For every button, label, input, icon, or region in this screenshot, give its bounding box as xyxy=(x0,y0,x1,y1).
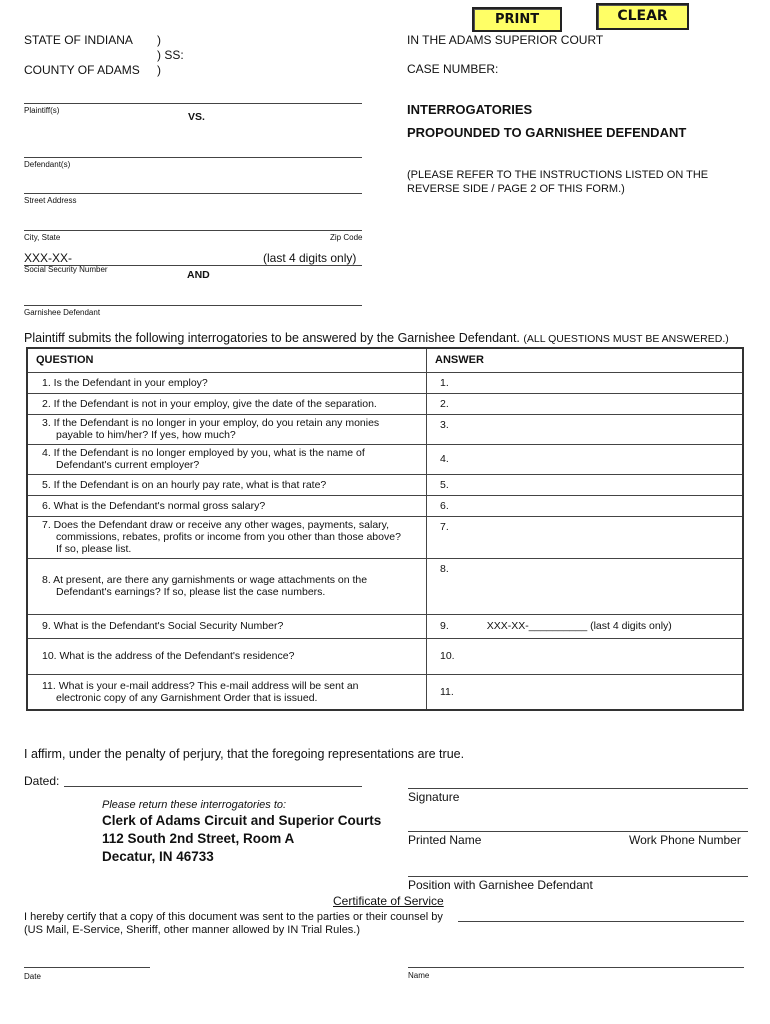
certificate-title: Certificate of Service xyxy=(333,894,444,908)
table-row xyxy=(27,474,743,495)
answer-number: 11. xyxy=(440,685,454,698)
question-text: Defendant's current employer? xyxy=(56,459,200,471)
certificate-name-line xyxy=(408,967,744,968)
question-text: 2. If the Defendant is not in your employ, give the date of the separation. xyxy=(42,397,377,410)
court-name: IN THE ADAMS SUPERIOR COURT xyxy=(407,33,604,47)
vs-label: VS. xyxy=(188,111,205,123)
question-text: payable to him/her? If yes, how much? xyxy=(56,429,236,441)
city-state-label: City, State xyxy=(24,233,61,242)
plaintiff-line xyxy=(24,103,362,104)
printed-name-label: Printed Name xyxy=(408,833,482,847)
work-phone-label: Work Phone Number xyxy=(629,833,741,847)
city-line xyxy=(24,230,362,231)
answer-cell[interactable] xyxy=(427,516,744,558)
question-text: 7. Does the Defendant draw or receive any other wages, payments, salary, xyxy=(42,519,390,531)
answer-cell[interactable] xyxy=(427,393,744,414)
answer-number: 7. xyxy=(440,520,449,533)
answer-cell[interactable] xyxy=(427,614,744,638)
question-text: 1. Is the Defendant in your employ? xyxy=(42,376,208,389)
answer-cell[interactable] xyxy=(427,372,744,393)
answer-cell[interactable] xyxy=(427,414,744,444)
position-field[interactable] xyxy=(408,859,752,877)
question-cell xyxy=(27,474,427,495)
table-row xyxy=(27,516,743,558)
defendant-field[interactable] xyxy=(24,140,366,158)
answer-number: 6. xyxy=(440,499,449,512)
ssn-answer-text: XXX-XX-__________ (last 4 digits only) xyxy=(486,620,672,632)
question-cell xyxy=(27,638,427,674)
question-text: 6. What is the Defendant's normal gross salary? xyxy=(42,499,266,512)
intro-main: Plaintiff submits the following interrogatories to be answered by the Garnishee Defendant. xyxy=(24,331,520,345)
table-row xyxy=(27,414,743,444)
question-text: If so, please list. xyxy=(56,543,132,555)
clerk-city: Decatur, IN 46733 xyxy=(102,849,214,864)
ssn-label: Social Security Number xyxy=(24,265,108,274)
signature-label: Signature xyxy=(408,790,460,804)
dated-label: Dated: xyxy=(24,774,60,788)
ssn-prefix: XXX-XX- xyxy=(24,251,73,265)
ss-label: ) SS: xyxy=(157,48,184,62)
certificate-note: (US Mail, E-Service, Sheriff, other manner allowed by IN Trial Rules.) xyxy=(24,924,361,936)
signature-line xyxy=(408,788,748,789)
answer-cell[interactable] xyxy=(427,474,744,495)
caption-paren: ) xyxy=(157,63,161,77)
table-row xyxy=(27,614,743,638)
question-cell xyxy=(27,674,427,710)
and-label: AND xyxy=(187,269,210,281)
interrogatories-title: INTERROGATORIES xyxy=(407,102,533,117)
plaintiff-label: Plaintiff(s) xyxy=(24,106,60,115)
question-cell xyxy=(27,414,427,444)
intro-note: (ALL QUESTIONS MUST BE ANSWERED.) xyxy=(523,333,729,345)
position-label: Position with Garnishee Defendant xyxy=(408,878,593,892)
position-line xyxy=(408,876,748,877)
county-label: COUNTY OF ADAMS xyxy=(24,63,140,77)
answer-number: 8. xyxy=(440,562,449,575)
dated-line xyxy=(64,786,362,787)
case-number-field[interactable] xyxy=(505,58,749,78)
affirmation: I affirm, under the penalty of perjury, that the foregoing representations are true. xyxy=(24,747,465,761)
street-address-label: Street Address xyxy=(24,196,77,205)
zip-code-label: Zip Code xyxy=(330,233,363,242)
certificate-date-field[interactable] xyxy=(24,952,154,968)
caption-paren: ) xyxy=(157,33,161,47)
question-cell xyxy=(27,516,427,558)
answer-cell[interactable] xyxy=(427,674,744,710)
clerk-address: 112 South 2nd Street, Room A xyxy=(102,831,295,846)
question-text: electronic copy of any Garnishment Order that is issued. xyxy=(56,691,318,704)
interrogatory-table xyxy=(26,347,744,711)
ssn-note: (last 4 digits only) xyxy=(263,251,357,265)
question-text: 9. What is the Defendant's Social Security Number? xyxy=(42,620,284,632)
answer-number: 3. xyxy=(440,418,449,431)
clerk-name: Clerk of Adams Circuit and Superior Courts xyxy=(102,813,382,828)
state-label: STATE OF INDIANA xyxy=(24,33,133,47)
question-text: 10. What is the address of the Defendant's residence? xyxy=(42,650,295,662)
certificate-text: I hereby certify that a copy of this document was sent to the parties or their counsel by xyxy=(24,911,443,923)
answer-header: ANSWER xyxy=(427,348,744,372)
table-row xyxy=(27,393,743,414)
garnishee-title: PROPOUNDED TO GARNISHEE DEFENDANT xyxy=(407,125,687,140)
table-row xyxy=(27,372,743,393)
street-line xyxy=(24,193,362,194)
service-method-line xyxy=(458,921,744,922)
question-text: commissions, rebates, profits or income from you other than those above? xyxy=(56,531,401,543)
answer-cell[interactable] xyxy=(427,558,744,614)
answer-number: 2. xyxy=(440,397,449,410)
certificate-name-label: Name xyxy=(408,971,430,980)
answer-number: 5. xyxy=(440,478,449,491)
certificate-name-field[interactable] xyxy=(408,952,748,968)
question-text: 8. At present, are there any garnishments or wage attachments on the xyxy=(42,574,368,586)
garnishee-field[interactable] xyxy=(24,288,366,306)
intro-text xyxy=(24,331,729,345)
case-number-label: CASE NUMBER: xyxy=(407,62,499,76)
garnishee-line xyxy=(24,305,362,306)
certificate-date-line xyxy=(24,967,150,968)
answer-cell[interactable] xyxy=(427,638,744,674)
answer-number: 9. xyxy=(440,620,449,632)
question-cell xyxy=(27,444,427,474)
table-row xyxy=(27,674,743,710)
answer-number: 1. xyxy=(440,376,449,389)
answer-cell[interactable] xyxy=(427,444,744,474)
clear-button[interactable]: CLEAR xyxy=(596,3,689,30)
question-text: 11. What is your e-mail address? This e-mail address will be sent an xyxy=(42,679,359,692)
answer-number: 10. xyxy=(440,650,455,662)
question-cell xyxy=(27,558,427,614)
signature-field[interactable] xyxy=(408,771,752,789)
instructions-note: (PLEASE REFER TO THE INSTRUCTIONS LISTED ON THE xyxy=(407,169,709,181)
ssn-field[interactable] xyxy=(80,250,254,266)
print-button[interactable]: PRINT xyxy=(472,7,562,32)
question-text: 5. If the Defendant is on an hourly pay rate, what is that rate? xyxy=(42,478,327,491)
question-cell xyxy=(27,495,427,516)
table-row xyxy=(27,558,743,614)
printed-name-field[interactable] xyxy=(408,814,752,832)
table-row xyxy=(27,495,743,516)
answer-number: 4. xyxy=(440,453,449,465)
street-address-field[interactable] xyxy=(24,176,366,194)
question-cell xyxy=(27,393,427,414)
printed-name-line xyxy=(408,831,748,832)
defendant-line xyxy=(24,157,362,158)
plaintiff-field[interactable] xyxy=(24,86,366,104)
question-cell xyxy=(27,614,427,638)
answer-cell[interactable] xyxy=(427,495,744,516)
instructions-note: REVERSE SIDE / PAGE 2 OF THIS FORM.) xyxy=(407,183,625,195)
question-cell xyxy=(27,372,427,393)
table-row xyxy=(27,444,743,474)
garnishee-label: Garnishee Defendant xyxy=(24,308,101,317)
question-header: QUESTION xyxy=(27,348,427,372)
certificate-date-label: Date xyxy=(24,972,41,981)
return-note: Please return these interrogatories to: xyxy=(102,799,287,811)
question-text: 4. If the Defendant is no longer employed by you, what is the name of xyxy=(42,447,365,459)
city-state-field[interactable] xyxy=(24,212,318,230)
zip-code-field[interactable] xyxy=(318,212,366,230)
question-text: 3. If the Defendant is no longer in your employ, do you retain any monies xyxy=(42,417,380,429)
defendant-label: Defendant(s) xyxy=(24,160,71,169)
question-text: Defendant's earnings? If so, please list the case numbers. xyxy=(56,586,326,598)
table-row xyxy=(27,638,743,674)
